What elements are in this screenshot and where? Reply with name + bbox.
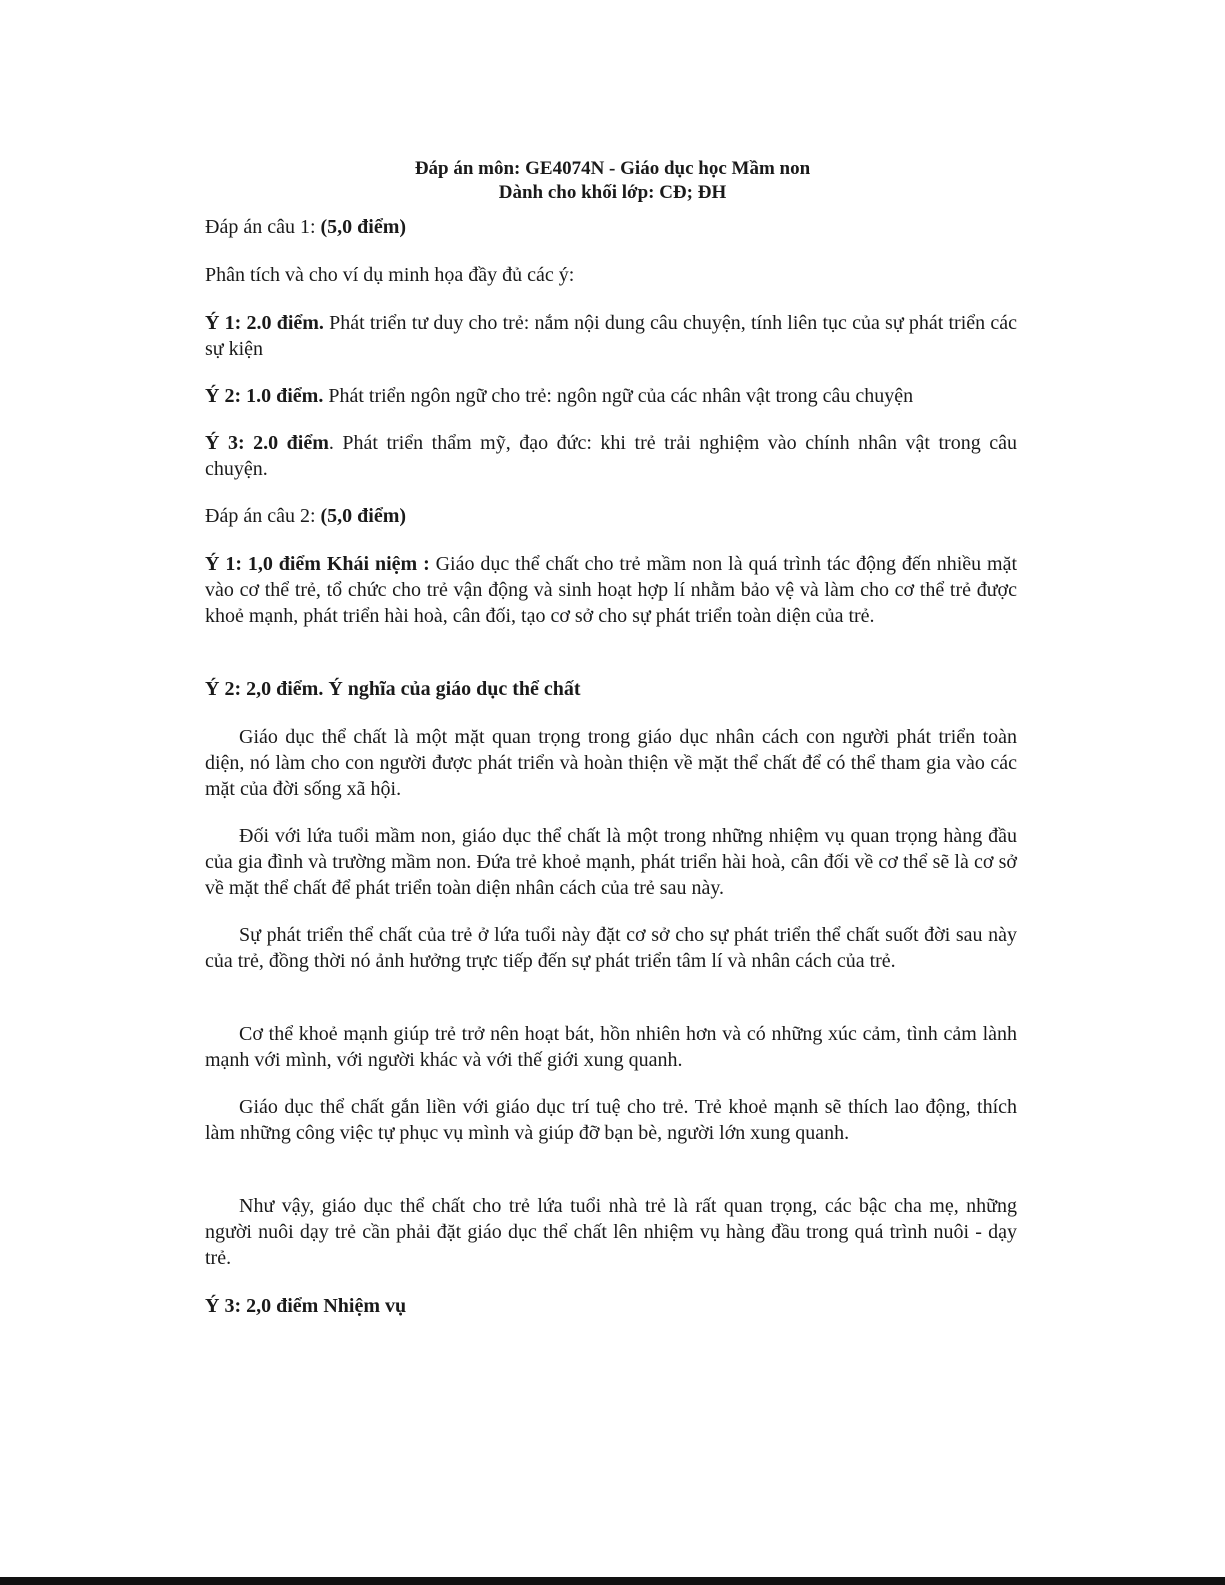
document-title: Đáp án môn: GE4074N - Giáo dục học Mầm non [414, 158, 811, 179]
paragraph: Giáo dục thể chất gắn liền với giáo dục trí tuệ cho trẻ. Trẻ khoẻ mạnh sẽ thích lao động, thích làm những công việc tự phục vụ mình và giúp đỡ bạn bè, người lớn xung quanh. [205, 1096, 1017, 1144]
question2-item-2-heading [205, 676, 1017, 702]
question1-intro: Phân tích và cho ví dụ minh họa đầy đủ các ý: [205, 264, 575, 286]
page-bottom-border [0, 1577, 1225, 1585]
item-text: . Phát triển thẩm mỹ, đạo đức: khi trẻ trải nghiệm vào chính nhân vật trong câu chuyện. [205, 432, 1017, 480]
question2-item-3-heading [205, 1293, 1017, 1319]
paragraph: Đối với lứa tuổi mầm non, giáo dục thể chất là một trong những nhiệm vụ quan trọng hàng đầu của gia đình và trường mầm non. Đứa trẻ khoẻ mạnh, phát triển hài hoà, cân đối về cơ thể sẽ là cơ sở về mặt thể chất để phát triển toàn diện nhân cách của trẻ sau này. [205, 825, 1017, 899]
item-label: Ý 3: 2.0 điểm [205, 432, 329, 454]
item-text: Phát triển tư duy cho trẻ: nắm nội dung câu chuyện, tính liên tục của sự phát triển các sự kiện [205, 312, 1017, 360]
question1-item-1 [205, 310, 1017, 362]
item-label: Ý 1: 1,0 điểm Khái niệm : [205, 553, 430, 575]
paragraph: Như vậy, giáo dục thể chất cho trẻ lứa tuổi nhà trẻ là rất quan trọng, các bậc cha mẹ, những người nuôi dạy trẻ cần phải đặt giáo dục thể chất lên nhiệm vụ hàng đầu trong quá trình nuôi - dạy trẻ. [205, 1195, 1017, 1269]
item-label: Ý 3: 2,0 điểm Nhiệm vụ [205, 1295, 407, 1317]
paragraph: Cơ thể khoẻ mạnh giúp trẻ trở nên hoạt bát, hồn nhiên hơn và có những xúc cảm, tình cảm lành mạnh với mình, với người khác và với thế giới xung quanh. [205, 1023, 1017, 1071]
question2-heading [205, 503, 1017, 529]
document-subtitle: Dành cho khối lớp: CĐ; ĐH [498, 182, 727, 203]
question1-heading [205, 214, 1017, 240]
item-label: Ý 2: 1.0 điểm. [205, 385, 324, 407]
question1-item-3 [205, 430, 1017, 482]
paragraph: Sự phát triển thể chất của trẻ ở lứa tuổi này đặt cơ sở cho sự phát triển thể chất suốt đời sau này của trẻ, đồng thời nó ảnh hưởng trực tiếp đến sự phát triển tâm lí và nhân cách của trẻ. [205, 924, 1017, 972]
item-text: Giáo dục thể chất cho trẻ mầm non là quá trình tác động đến nhiều mặt vào cơ thể trẻ, tổ chức cho trẻ vận động và sinh hoạt hợp lí nhằm bảo vệ và làm cho cơ thể trẻ được khoẻ mạnh, phát triển hài hoà, cân đối, tạo cơ sở cho sự phát triển toàn diện của trẻ. [205, 553, 1018, 627]
question2-points: (5,0 điểm) [320, 505, 407, 527]
paragraph: Giáo dục thể chất là một mặt quan trọng trong giáo dục nhân cách con người phát triển toàn diện, nó làm cho con người được phát triển và hoàn thiện về mặt thể chất để có thể tham gia vào các mặt của đời sống xã hội. [205, 726, 1017, 800]
question1-points: (5,0 điểm) [320, 216, 407, 238]
item-label: Ý 1: 2.0 điểm. [205, 312, 324, 334]
item-text: Phát triển ngôn ngữ cho trẻ: ngôn ngữ của các nhân vật trong câu chuyện [323, 385, 914, 407]
question2-item-1 [205, 551, 1017, 629]
question1-item-2 [205, 383, 1017, 409]
item-label: Ý 2: 2,0 điểm. Ý nghĩa của giáo dục thể chất [205, 678, 581, 700]
question1-label: Đáp án câu 1: [205, 216, 321, 238]
question2-label: Đáp án câu 2: [205, 505, 321, 527]
